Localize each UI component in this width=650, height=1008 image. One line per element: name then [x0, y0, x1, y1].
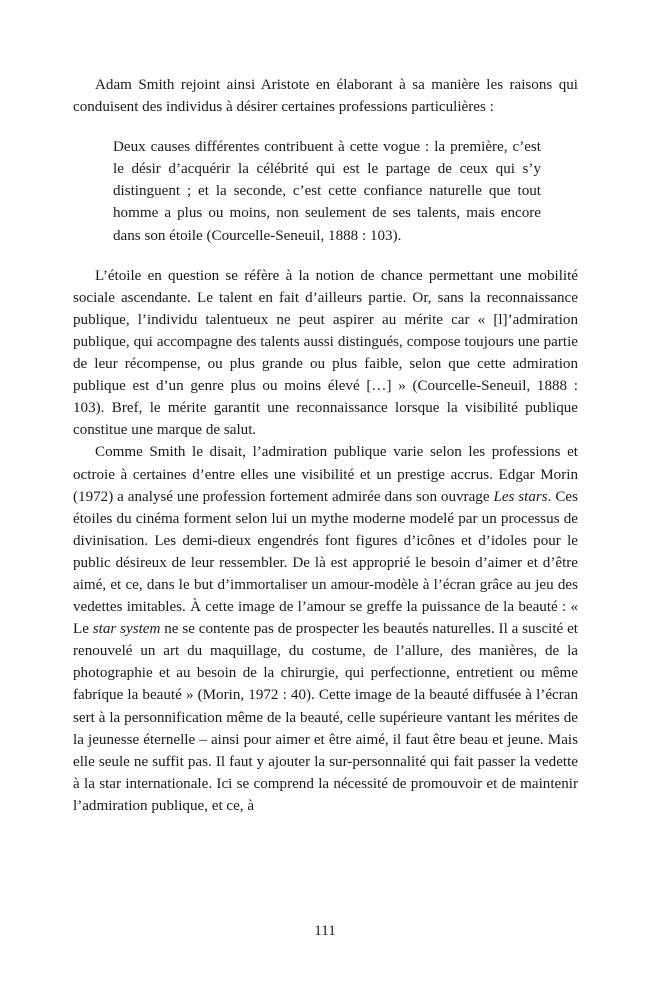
paragraph-admiration [73, 441, 578, 817]
paragraph-etoile: L’étoile en question se réfère à la notion de chance permettant une mobilité sociale ascendante. Le talent en fait d’ailleurs partie. Or, sans la reconnaissance publique, l’individu talentueux ne peut aspirer au mérite car « [l]’admiration publique, qui accompagne des talents aussi distingués, compose toujours une partie de leur récompense, ou plus grande ou plus faible, selon que cette admiration publique est d’un genre plus ou moins élevé […] » (Courcelle-Seneuil, 1888 : 103). Bref, le mérite garantit une reconnaissance lorsque la visibilité publique constitue une marque de salut. [73, 267, 578, 439]
block-quotation [113, 136, 541, 246]
term-star-system: star system [92, 621, 161, 638]
paragraph-admiration-segment-3: ne se contente pas de prospecter les beautés naturelles. Il a suscité et renouvelé un art du maquillage, du costume, de l’allure, des manières, de la photographie et au besoin de la chirurgie, qui perfectionne, entretient ou même fabrique la beauté » (Morin, 1972 : 40). Cette image de la beauté diffusée à l’écran sert à la personnification même de la beauté, celle supérieure vantant les mérites de la jeunesse éternelle – ainsi pour aimer et être aimé, il faut être beau et jeune. Mais elle seule ne suffit pas. Il faut y ajouter la sur-personnalité qui fait passer la vedette à la star internationale. Ici se comprend la nécessité de promouvoir et de maintenir l’admiration publique, et ce, à [73, 621, 578, 814]
paragraph-admiration-segment-1: Comme Smith le disait, l’admiration publique varie selon les professions et octroie à certaines d’entre elles une visibilité et un prestige accrus. Edgar Morin (1972) a analysé une profession fortement admirée dans son ouvrage [73, 444, 578, 505]
text-column [73, 74, 578, 817]
block-quotation-text: Deux causes différentes contribuent à cette vogue : la première, c’est le désir d’acquérir la célébrité qui est le partage de ceux qui s’y distinguent ; et la seconde, c’est cette confiance naturelle que tout homme a plus ou moins, non seulement de ses talents, mais encore dans son étoile (Courcelle-Seneuil, 1888 : 103). [113, 139, 541, 244]
book-title-les-stars: Les stars [493, 488, 548, 505]
paragraph-intro: Adam Smith rejoint ainsi Aristote en élaborant à sa manière les raisons qui conduisent des individus à désirer certaines professions particulières : [73, 77, 578, 116]
page-number: 111 [314, 923, 336, 939]
paragraph-admiration-segment-2: . Ces étoiles du cinéma forment selon lui un mythe moderne modelé par un processus de divinisation. Les demi-dieux engendrés font figures d’icônes et d’idoles pour le public désireux de leur ressembler. De là est approprié le besoin d’aimer et d’être aimé, et ce, dans le but d’immortaliser un amour-modèle à l’écran grâce au jeu des vedettes imitables. À cette image de l’amour se greffe la puissance de la beauté : « Le [73, 488, 578, 638]
